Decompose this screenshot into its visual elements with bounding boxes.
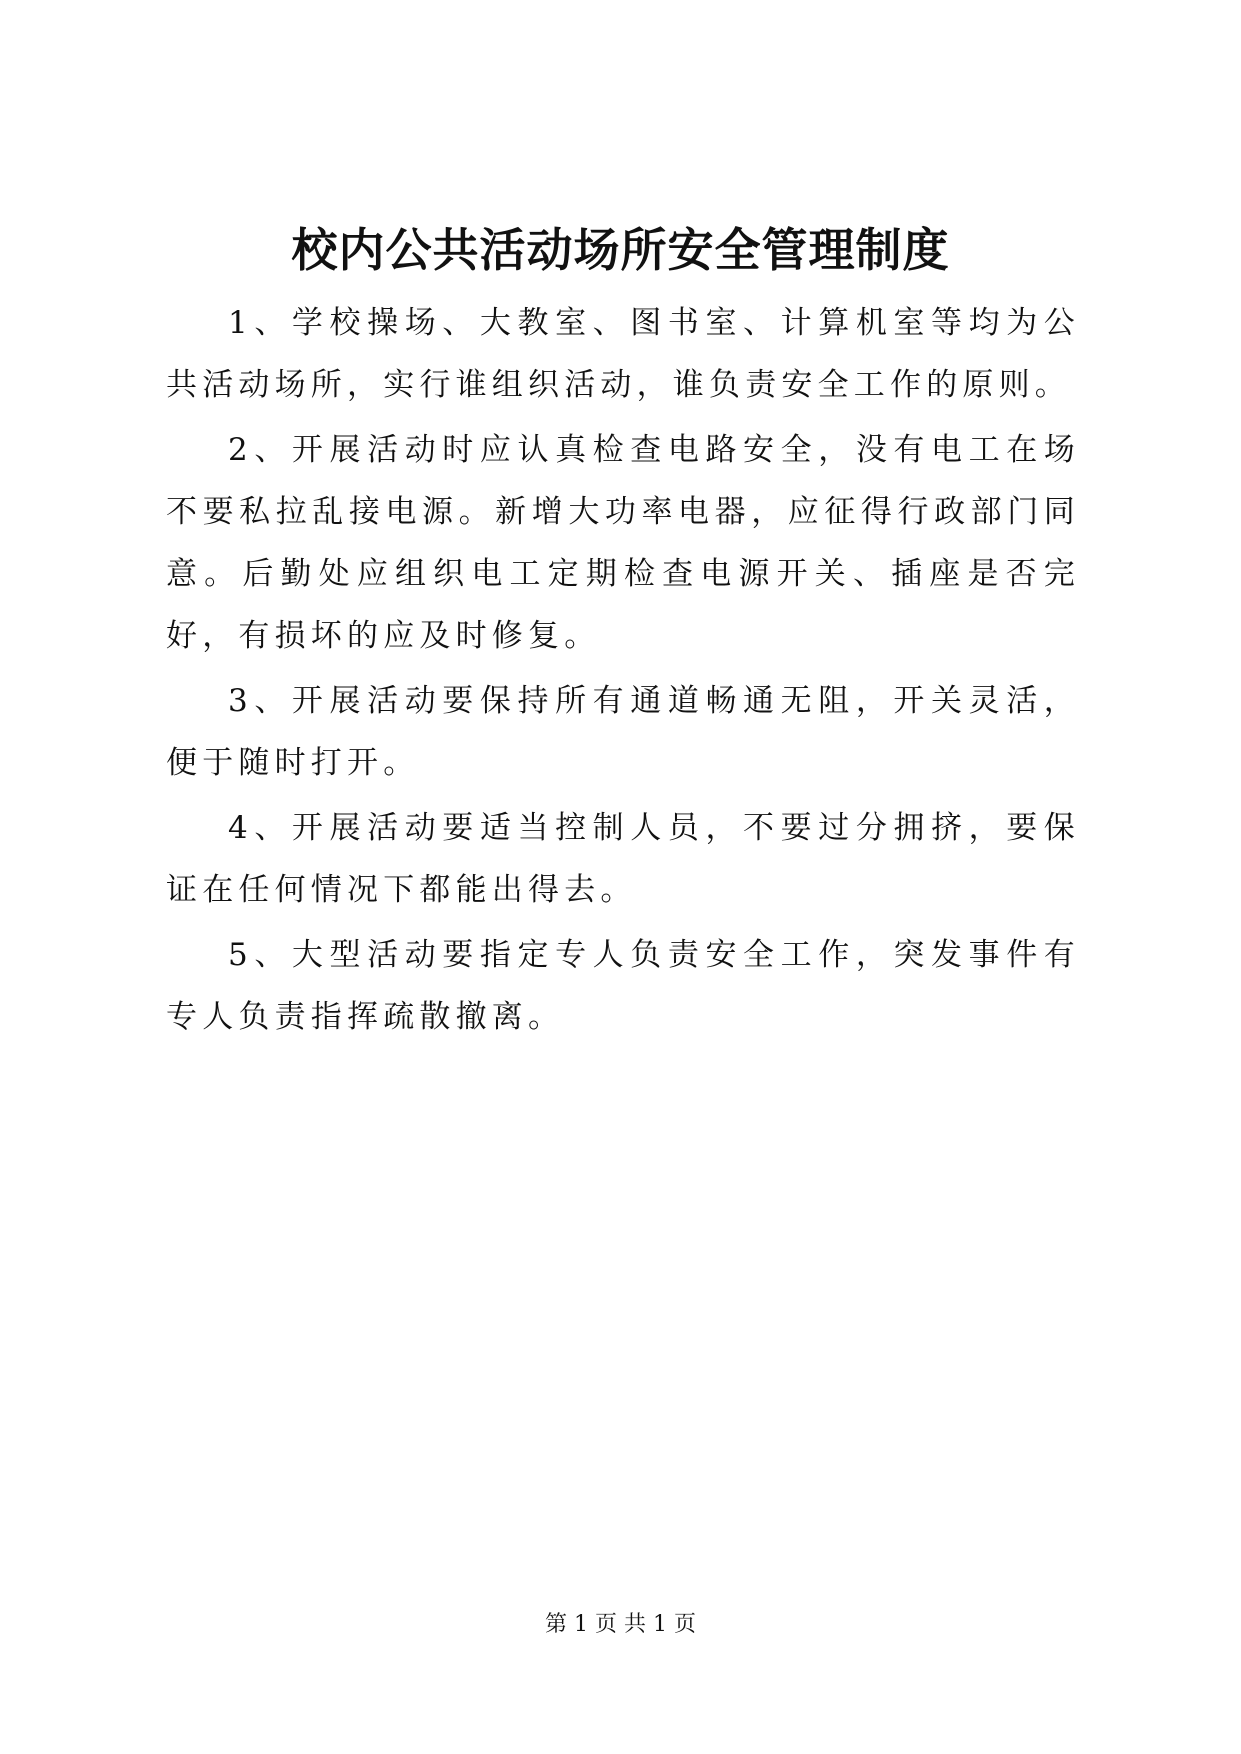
paragraph-2: 2、开展活动时应认真检查电路安全，没有电工在场不要私拉乱接电源。新增大功率电器，应征得行政部门同意。后勤处应组织电工定期检查电源开关、插座是否完好，有损坏的应及时修复。 <box>166 432 1080 654</box>
paragraph-3: 3、开展活动要保持所有通道畅通无阻，开关灵活，便于随时打开。 <box>166 683 1080 781</box>
document-body <box>166 292 1080 1051</box>
paragraph-1: 1、学校操场、大教室、图书室、计算机室等均为公共活动场所，实行谁组织活动，谁负责安全工作的原则。 <box>166 305 1080 403</box>
paragraph-4: 4、开展活动要适当控制人员，不要过分拥挤，要保证在任何情况下都能出得去。 <box>166 810 1080 908</box>
page-footer: 第 1 页 共 1 页 <box>545 1612 696 1637</box>
paragraph-5: 5、大型活动要指定专人负责安全工作，突发事件有专人负责指挥疏散撤离。 <box>166 937 1080 1035</box>
document-title: 校内公共活动场所安全管理制度 <box>291 223 950 277</box>
